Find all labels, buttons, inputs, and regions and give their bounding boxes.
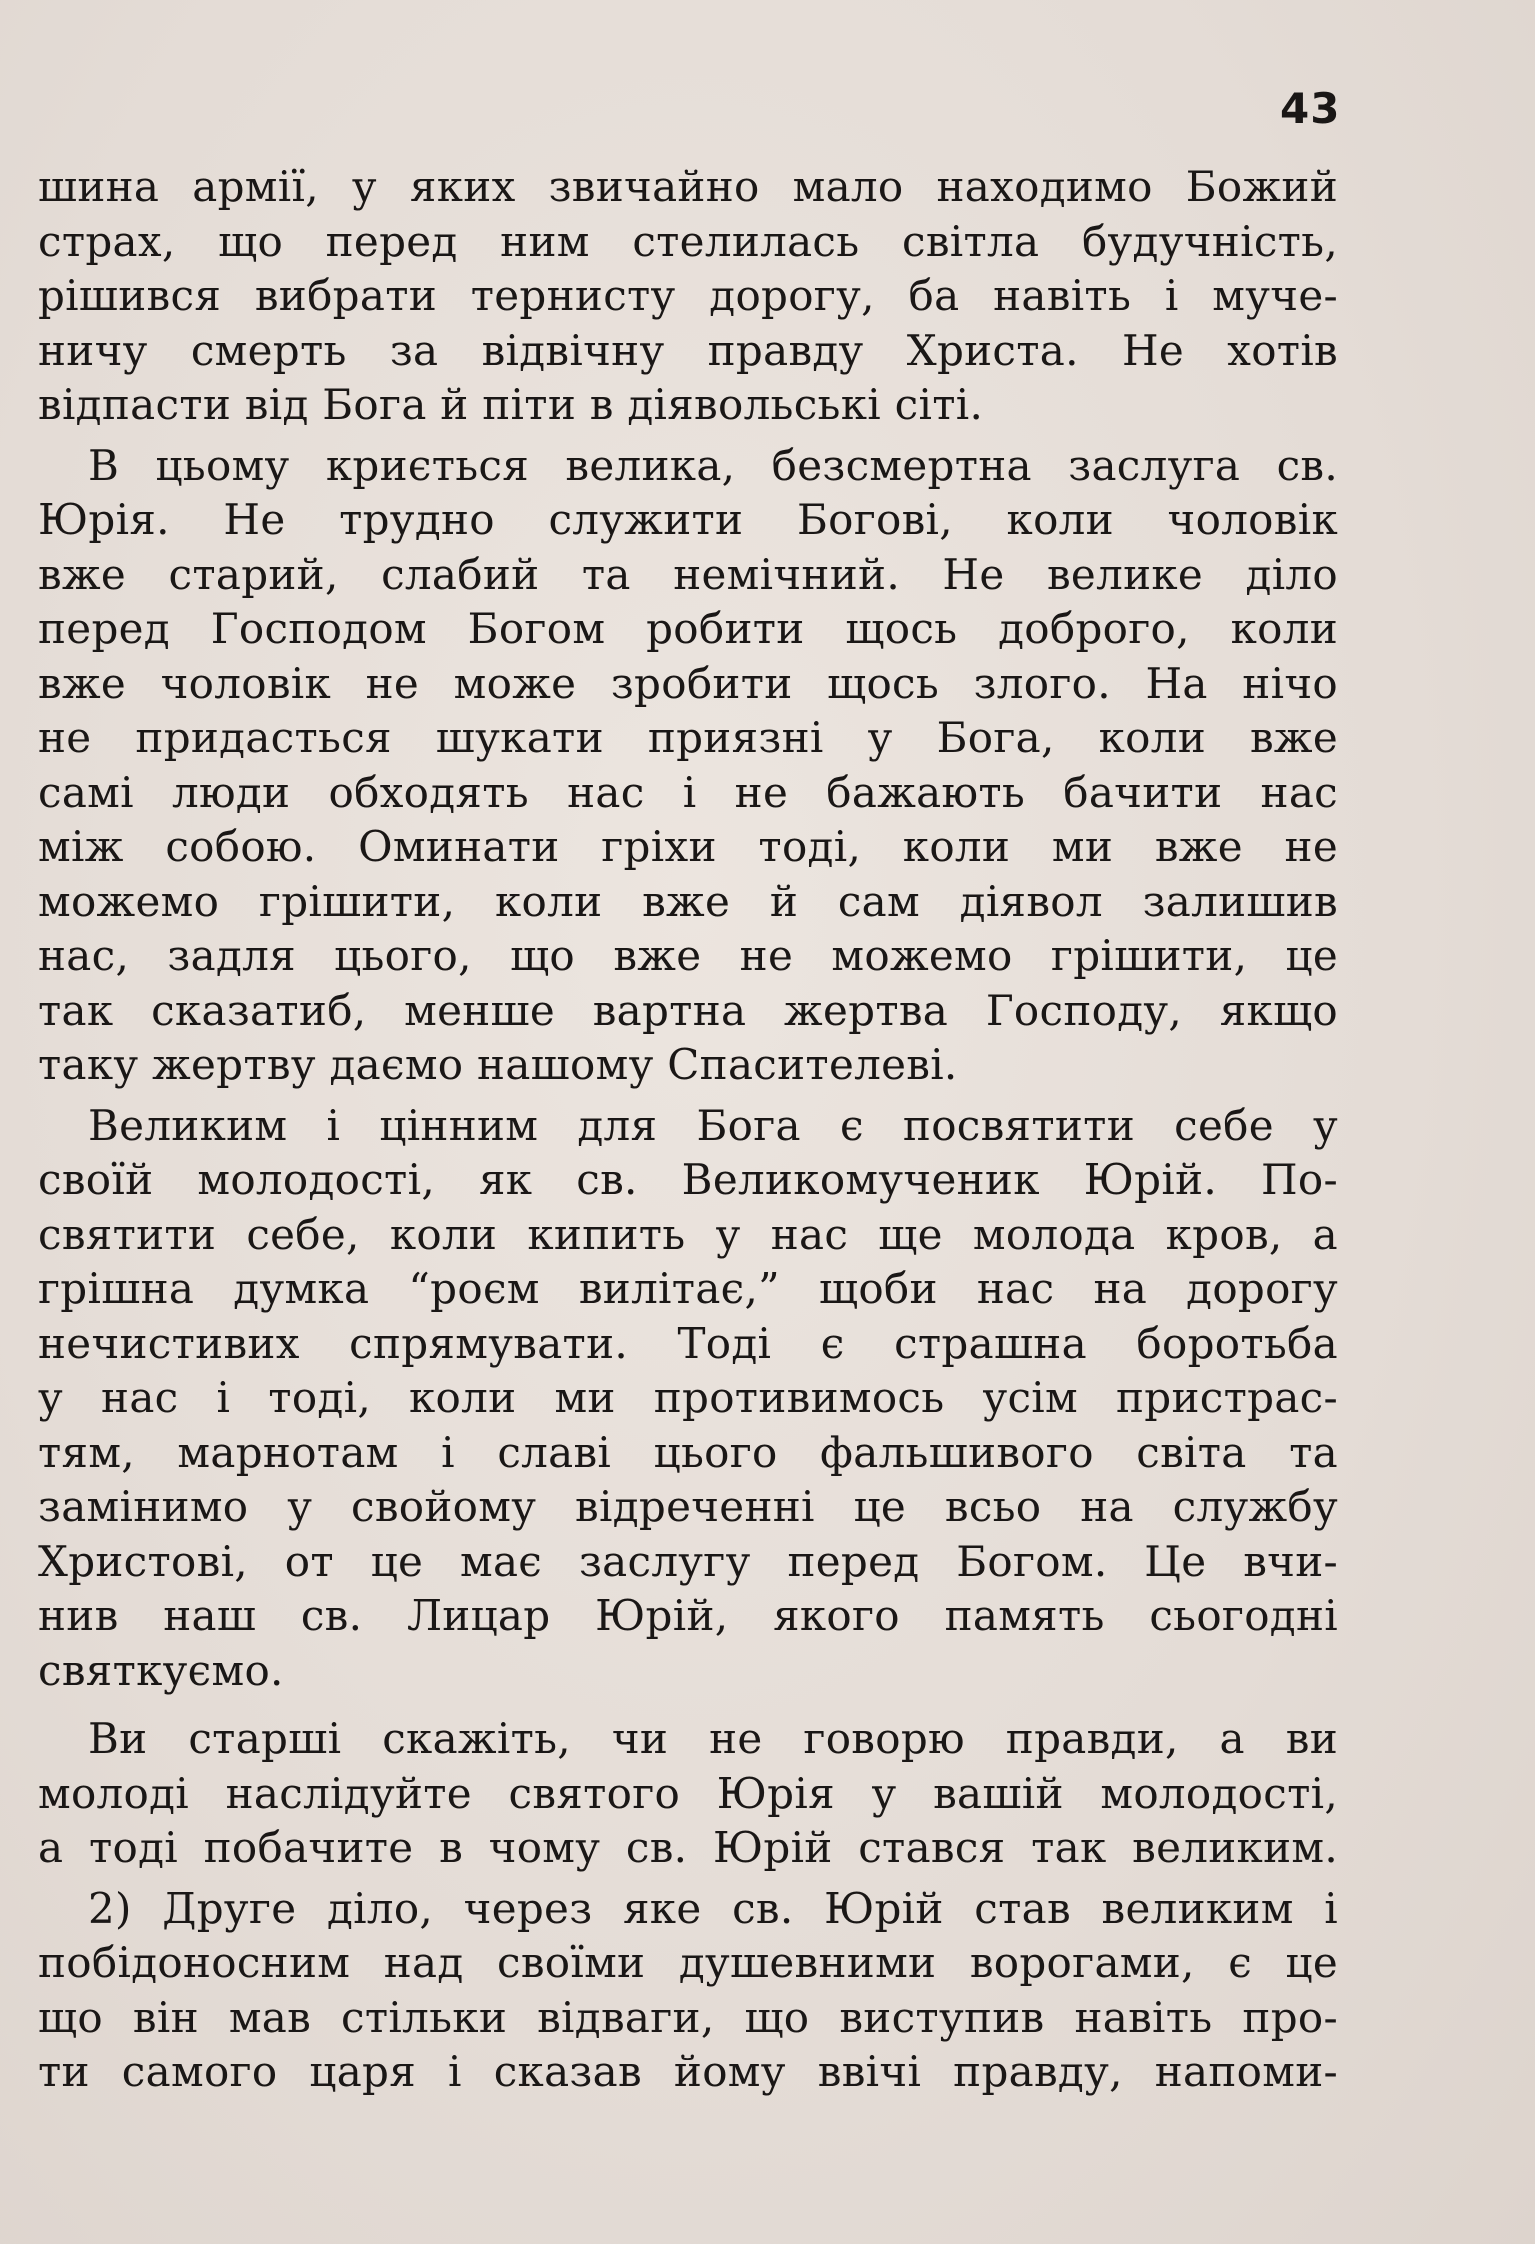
text-line: а тоді побачите в чому св. Юрій стався так великим. [38,1823,1338,1872]
text-line: шина армії, у яких звичайно мало находимо Божий [38,162,1338,211]
text-line: Великим і цінним для Бога є посвятити себе у [88,1100,1338,1150]
text-line: ти самого царя і сказав йому ввічі правду, напоми- [38,2047,1338,2096]
text-line: не придасться шукати приязні у Бога, коли вже [38,713,1338,762]
text-line: нечистивих спрямувати. Тоді є страшна боротьба [38,1318,1338,1368]
text-line: побідоносним над своїми душевними ворогами, є це [38,1938,1338,1987]
text-line: нас, задля цього, що вже не можемо грішити, це [38,931,1338,980]
text-line: вже старий, слабий та немічний. Не велике діло [38,549,1338,599]
text-line: святкуємо. [38,1645,284,1695]
text-line: самі люди обходять нас і не бажають бачити нас [38,767,1338,817]
text-line: грішна думка “роєм вилітає,” щоби нас на дорогу [38,1264,1338,1313]
text-line: Христові, от це має заслугу перед Богом. Це вчи- [38,1536,1338,1586]
text-line: замінимо у свойому відреченні це всьо на службу [38,1482,1338,1531]
text-line: Юрія. Не трудно служити Богові, коли чоловік [38,495,1338,544]
text-line: святити себе, коли кипить у нас ще молода кров, а [38,1209,1338,1259]
text-line: можемо грішити, коли вже й сам діявол залишив [38,876,1338,926]
text-line: молоді наслідуйте святого Юрія у вашій молодості, [38,1768,1338,1818]
text-line: так сказатиб, менше вартна жертва Господу, якщо [38,985,1338,1035]
text-line: у нас і тоді, коли ми противимось усім пристрас- [38,1373,1338,1422]
body-text [38,160,1338,2100]
text-line: 2) Друге діло, через яке св. Юрій став великим і [88,1883,1338,1933]
text-line: Ви старші скажіть, чи не говорю правди, а ви [88,1714,1338,1763]
text-line: таку жертву даємо нашому Спасителеві. [38,1040,958,1089]
text-line: перед Господом Богом робити щось доброго, коли [38,604,1338,653]
text-line: ничу смерть за відвічну правду Христа. Не хотів [38,325,1338,375]
text-line: нив наш св. Лицар Юрій, якого память сьогодні [38,1591,1338,1640]
text-line: що він мав стільки відваги, що виступив навіть про- [38,1992,1338,2042]
text-line: своїй молодості, як св. Великомученик Юрій. По- [38,1155,1338,1204]
page-number: 43 [1280,84,1341,133]
text-line: відпасти від Бога й піти в діявольські сіті. [38,380,984,429]
text-line: В цьому криється велика, безсмертна заслуга св. [88,440,1338,490]
text-line: вже чоловік не може зробити щось злого. На нічо [38,658,1338,708]
text-line: між собою. Оминати гріхи тоді, коли ми вже не [38,822,1338,871]
text-line: тям, марнотам і славі цього фальшивого світа та [38,1427,1338,1477]
text-line: страх, що перед ним стелилась світла будучність, [38,216,1338,266]
text-line: рішився вибрати тернисту дорогу, ба навіть і муче- [38,271,1338,320]
